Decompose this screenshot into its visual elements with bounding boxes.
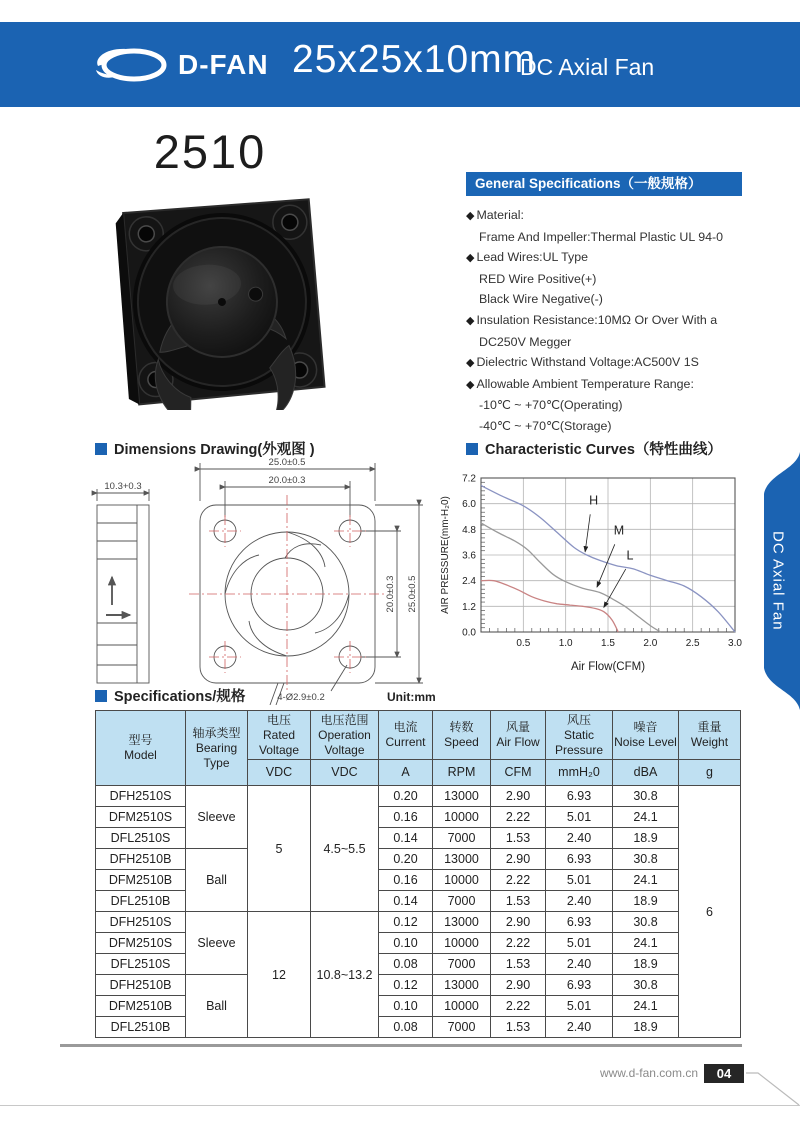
section-bullet xyxy=(466,443,478,455)
table-cell: 10.8~13.2 xyxy=(311,912,379,1038)
footer-rule xyxy=(60,1044,742,1047)
y-tick-label: 3.6 xyxy=(462,550,476,562)
table-row xyxy=(96,786,741,807)
dimensions-drawing xyxy=(85,455,450,710)
x-tick-label: 0.5 xyxy=(516,638,531,649)
table-cell: 18.9 xyxy=(613,954,679,975)
table-cell: 7000 xyxy=(433,1017,491,1038)
table-cell: 18.9 xyxy=(613,1017,679,1038)
unit-header: A xyxy=(379,760,433,786)
x-tick-label: 1.0 xyxy=(558,638,573,649)
table-cell: 0.16 xyxy=(379,870,433,891)
general-specifications-title: General Specifications（一般规格） xyxy=(466,172,742,196)
characteristic-curves-chart xyxy=(437,470,747,690)
curve-label-L: L xyxy=(626,548,634,563)
table-cell: 0.08 xyxy=(379,1017,433,1038)
table-cell: 0.10 xyxy=(379,933,433,954)
footer-corner-line xyxy=(744,1062,800,1108)
column-header: 型号 Model xyxy=(96,711,186,786)
table-cell: 2.90 xyxy=(491,975,546,996)
spec-list-item: -40℃ ~ +70℃(Storage) xyxy=(479,418,612,433)
table-cell: 2.90 xyxy=(491,912,546,933)
section-bullet xyxy=(95,690,107,702)
table-cell: 5 xyxy=(248,786,311,912)
table-cell: Ball xyxy=(186,849,248,912)
specifications-table xyxy=(95,710,741,1038)
table-cell: 2.40 xyxy=(546,954,613,975)
unit-header: mmH₂0 xyxy=(546,760,613,786)
table-cell: DFM2510S xyxy=(96,933,186,954)
table-cell: 24.1 xyxy=(613,996,679,1017)
x-tick-label: 1.5 xyxy=(601,638,615,649)
table-cell: 12 xyxy=(248,912,311,1038)
spec-list-item: DC250V Megger xyxy=(479,334,572,349)
column-header: 风压 Static Pressure xyxy=(546,711,613,760)
table-cell: DFH2510B xyxy=(96,849,186,870)
unit-header: CFM xyxy=(491,760,546,786)
table-cell: 6.93 xyxy=(546,912,613,933)
fan-photo-drawing xyxy=(110,196,332,410)
table-cell: 13000 xyxy=(433,786,491,807)
unit-header: g xyxy=(679,760,741,786)
table-cell: 30.8 xyxy=(613,786,679,807)
table-cell: 6.93 xyxy=(546,786,613,807)
dimensions-section-title: Dimensions Drawing(外观图 ) xyxy=(95,438,315,459)
table-cell: 10000 xyxy=(433,807,491,828)
table-cell: 24.1 xyxy=(613,933,679,954)
header-bar xyxy=(0,22,800,107)
table-cell: 0.10 xyxy=(379,996,433,1017)
unit-header: VDC xyxy=(311,760,379,786)
table-cell: DFL2510B xyxy=(96,1017,186,1038)
curve-label-H: H xyxy=(589,493,599,508)
footer-website: www.d-fan.com.cn xyxy=(599,1066,698,1080)
column-header: 噪音 Noise Level xyxy=(613,711,679,760)
table-cell: Sleeve xyxy=(186,786,248,849)
table-cell: 2.90 xyxy=(491,786,546,807)
table-cell: 30.8 xyxy=(613,849,679,870)
table-cell: 0.12 xyxy=(379,975,433,996)
table-cell: 13000 xyxy=(433,849,491,870)
table-cell: DFH2510B xyxy=(96,975,186,996)
unit-header: VDC xyxy=(248,760,311,786)
spec-list-item: Frame And Impeller:Thermal Plastic UL 94-0 xyxy=(479,229,724,244)
column-header: 转数 Speed xyxy=(433,711,491,760)
column-header: 电流 Current xyxy=(379,711,433,760)
brand-name: D-FAN xyxy=(178,49,269,80)
table-cell: 10000 xyxy=(433,996,491,1017)
table-cell: 2.40 xyxy=(546,891,613,912)
unit-header: RPM xyxy=(433,760,491,786)
table-cell: 1.53 xyxy=(491,891,546,912)
spec-list-item: ◆ Allowable Ambient Temperature Range: xyxy=(466,376,694,391)
y-tick-label: 4.8 xyxy=(462,524,476,536)
table-cell: 6.93 xyxy=(546,975,613,996)
d-fan-logo xyxy=(92,44,172,86)
table-cell: DFL2510S xyxy=(96,954,186,975)
side-tab-dc-axial-fan xyxy=(756,452,800,710)
table-cell: 24.1 xyxy=(613,870,679,891)
table-cell: 5.01 xyxy=(546,933,613,954)
table-cell: 0.08 xyxy=(379,954,433,975)
table-cell: 6 xyxy=(679,786,741,1038)
table-cell: 2.22 xyxy=(491,996,546,1017)
spec-list-item: Black Wire Negative(-) xyxy=(479,292,603,307)
table-cell: 0.14 xyxy=(379,828,433,849)
table-cell: 1.53 xyxy=(491,1017,546,1038)
table-cell: 0.20 xyxy=(379,786,433,807)
table-cell: 24.1 xyxy=(613,807,679,828)
dim-width-inner: 20.0±0.3 xyxy=(268,475,306,486)
x-tick-label: 3.0 xyxy=(728,638,742,649)
dim-height-inner: 20.0±0.3 xyxy=(385,575,396,613)
table-cell: 2.90 xyxy=(491,849,546,870)
curve-label-arrow xyxy=(585,514,590,551)
side-tab-label: DC Axial Fan xyxy=(769,531,787,631)
spec-list-item: RED Wire Positive(+) xyxy=(479,271,597,286)
table-row xyxy=(96,912,741,933)
table-cell: 1.53 xyxy=(491,828,546,849)
curve-label-M: M xyxy=(613,523,625,538)
spec-table-title: Specifications/规格 xyxy=(95,685,245,706)
table-row xyxy=(96,975,741,996)
table-cell: DFM2510B xyxy=(96,996,186,1017)
dim-unit: Unit:mm xyxy=(387,690,436,704)
diamond-bullet-icon: ◆ xyxy=(466,378,475,391)
table-cell: 2.22 xyxy=(491,933,546,954)
y-tick-label: 0.0 xyxy=(462,627,476,639)
table-cell: 10000 xyxy=(433,933,491,954)
y-tick-label: 7.2 xyxy=(462,473,476,485)
diamond-bullet-icon: ◆ xyxy=(466,210,475,222)
product-photo xyxy=(110,196,332,415)
spec-list-item: ◆ Lead Wires:UL Type xyxy=(466,250,589,265)
table-cell: DFM2510B xyxy=(96,870,186,891)
spec-list-item: ◆ Dielectric Withstand Voltage:AC500V 1S xyxy=(466,355,699,370)
table-cell: 18.9 xyxy=(613,828,679,849)
column-header: 电压范围 Operation Voltage xyxy=(311,711,379,760)
chart-x-axis-title: Air Flow(CFM) xyxy=(570,661,646,673)
table-cell: 5.01 xyxy=(546,870,613,891)
table-row xyxy=(96,849,741,870)
curve-M xyxy=(481,523,661,632)
table-cell: 0.14 xyxy=(379,891,433,912)
page-title: 25x25x10mm xyxy=(292,38,537,81)
table-cell: 30.8 xyxy=(613,912,679,933)
table-cell: DFL2510B xyxy=(96,891,186,912)
spec-list-item: -10℃ ~ +70℃(Operating) xyxy=(479,398,623,413)
table-cell: 5.01 xyxy=(546,996,613,1017)
table-cell: 7000 xyxy=(433,891,491,912)
dim-depth: 10.3+0.3 xyxy=(104,481,142,492)
table-cell: 2.22 xyxy=(491,807,546,828)
column-header: 轴承类型 Bearing Type xyxy=(186,711,248,786)
y-tick-label: 6.0 xyxy=(462,499,476,511)
footer-bottom-line xyxy=(0,1105,800,1106)
table-cell: 5.01 xyxy=(546,807,613,828)
diamond-bullet-icon: ◆ xyxy=(466,314,475,327)
table-cell: 0.20 xyxy=(379,849,433,870)
table-cell: 2.22 xyxy=(491,870,546,891)
table-cell: 30.8 xyxy=(613,975,679,996)
diamond-bullet-icon: ◆ xyxy=(466,357,475,370)
column-header: 风量 Air Flow xyxy=(491,711,546,760)
column-header: 电压 Rated Voltage xyxy=(248,711,311,760)
table-cell: 1.53 xyxy=(491,954,546,975)
spec-list-item: ◆ Material: xyxy=(466,208,524,222)
table-cell: Ball xyxy=(186,975,248,1038)
table-cell: 0.12 xyxy=(379,912,433,933)
footer-page-number: 04 xyxy=(704,1064,744,1083)
table-cell: 7000 xyxy=(433,954,491,975)
table-cell: Sleeve xyxy=(186,912,248,975)
dim-height-outer: 25.0±0.5 xyxy=(407,575,418,613)
curve-label-arrow xyxy=(604,569,626,608)
brand xyxy=(92,44,269,86)
dim-holes: 4-Ø2.9±0.2 xyxy=(277,692,325,703)
table-cell: DFH2510S xyxy=(96,786,186,807)
spec-list-item: ◆ Insulation Resistance:10MΩ Or Over With a xyxy=(466,312,718,327)
table-cell: 6.93 xyxy=(546,849,613,870)
dim-width-outer: 25.0±0.5 xyxy=(268,457,306,468)
table-cell: DFL2510S xyxy=(96,828,186,849)
table-cell: 13000 xyxy=(433,912,491,933)
chart-y-axis-title: AIR PRESSURE(mm-H₂0) xyxy=(440,496,451,614)
table-cell: 18.9 xyxy=(613,891,679,912)
table-cell: 7000 xyxy=(433,828,491,849)
curves-section-title: Characteristic Curves（特性曲线） xyxy=(466,438,722,459)
y-tick-label: 2.4 xyxy=(462,576,476,588)
column-header: 重量 Weight xyxy=(679,711,741,760)
x-tick-label: 2.5 xyxy=(685,638,700,649)
table-cell: 13000 xyxy=(433,975,491,996)
table-cell: DFM2510S xyxy=(96,807,186,828)
x-tick-label: 2.0 xyxy=(643,638,658,649)
page-subtitle: DC Axial Fan xyxy=(520,54,655,80)
table-cell: DFH2510S xyxy=(96,912,186,933)
general-specifications-list xyxy=(466,205,742,437)
general-specifications-section xyxy=(466,172,742,437)
table-cell: 0.16 xyxy=(379,807,433,828)
unit-header: dBA xyxy=(613,760,679,786)
table-cell: 4.5~5.5 xyxy=(311,786,379,912)
table-cell: 2.40 xyxy=(546,1017,613,1038)
y-tick-label: 1.2 xyxy=(462,601,476,613)
model-number: 2510 xyxy=(153,125,267,178)
table-cell: 2.40 xyxy=(546,828,613,849)
diamond-bullet-icon: ◆ xyxy=(466,252,475,265)
section-bullet xyxy=(95,443,107,455)
table-cell: 10000 xyxy=(433,870,491,891)
